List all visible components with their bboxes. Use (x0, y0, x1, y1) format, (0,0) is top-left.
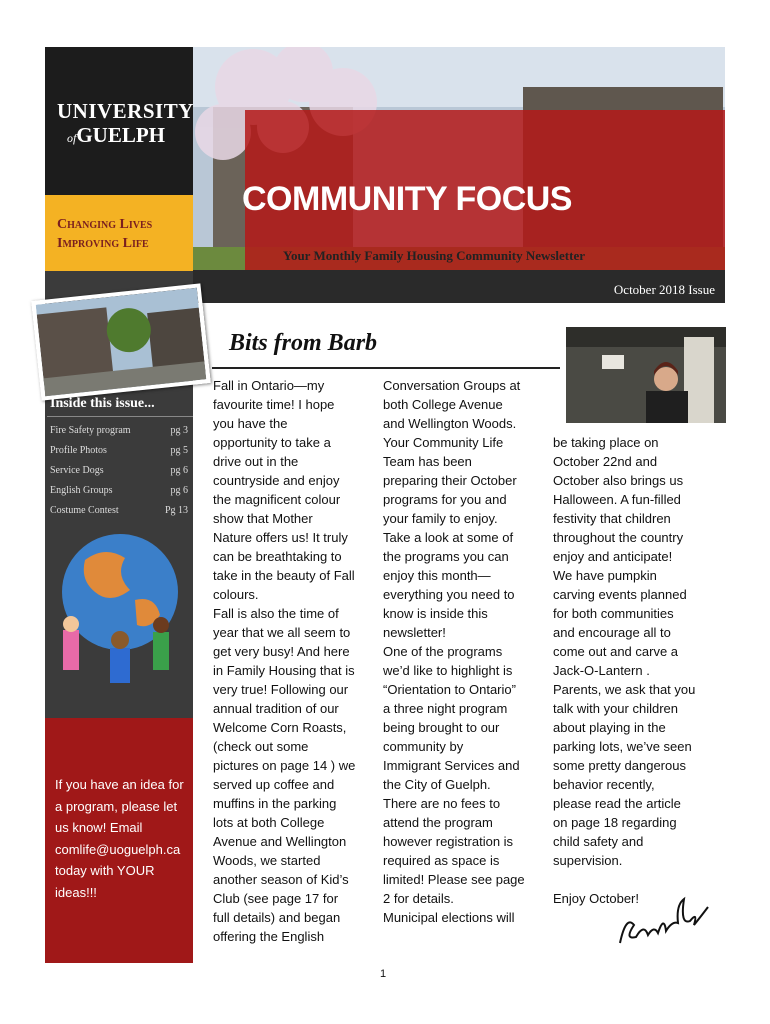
tagline-line2: Improving Life (57, 236, 149, 251)
newsletter-title: COMMUNITY FOCUS (242, 180, 572, 218)
article-column-1: Fall in Ontario—my favourite time! I hope you have the opportunity to take a drive out in the countryside and enjoy the magnificent colour show that Mother Nature offers us! It truly can be breathtaking to take in the beauty of Fall colours. Fall is also the time of year that we all seem to get very busy! And here in Family Housing that is very true! Following our annual tradition of our Welcome Corn Roasts, (check out some pictures on page 14 ) we served up coffee and muffins in the parking lots at both College Avenue and Wellington Woods, we started another season of Kid’s Club (see page 17 for full details) and began offering the English (213, 378, 356, 944)
article-heading: Bits from Barb (229, 330, 378, 356)
logo-text-university: UNIVERSITY (57, 99, 194, 123)
author-signature (614, 885, 714, 955)
divider (47, 416, 193, 417)
toc-item[interactable] (50, 420, 188, 440)
author-photo (566, 327, 726, 423)
page-number: 1 (380, 968, 387, 980)
housing-photo (31, 283, 211, 400)
toc-item[interactable] (50, 480, 188, 500)
logo-text-of: of (67, 131, 77, 145)
newsletter-subtitle: Your Monthly Family Housing Community Newsletter (283, 248, 586, 263)
toc-label: Service Dogs (50, 464, 104, 476)
logo-text-guelph (67, 123, 165, 148)
toc-label: Fire Safety program (50, 424, 131, 436)
toc-label: Costume Contest (50, 504, 119, 516)
toc-label: English Groups (50, 484, 113, 496)
toc-item[interactable] (50, 460, 188, 480)
university-logo (45, 47, 193, 195)
issue-date: October 2018 Issue (613, 282, 715, 297)
ideas-callout (45, 718, 193, 963)
heading-rule (212, 367, 560, 369)
globe-children-illustration (55, 530, 185, 700)
table-of-contents (50, 420, 188, 520)
toc-item[interactable] (50, 440, 188, 460)
logo-text-guelph-word: GUELPH (76, 123, 166, 147)
toc-page: pg 6 (170, 484, 188, 496)
toc-page: pg 3 (170, 424, 188, 436)
toc-label: Profile Photos (50, 444, 107, 456)
tagline-text (57, 215, 152, 253)
toc-page: pg 5 (170, 444, 188, 456)
inside-issue-title: Inside this issue... (50, 396, 155, 411)
toc-page: Pg 13 (164, 504, 188, 516)
article-column-3: be taking place on October 22nd and October also brings us Halloween. A fun-filled festivity that children throughout the country enjoy and anticipate! We have pumpkin carving events planned for both communities and encourage all to come out and carve a Jack-O-Lantern . Parents, we ask that you talk with your children about playing in the parking lots, we’ve seen some pretty dangerous behavior recently, please read the article on page 18 regarding child safety and supervision. Enjoy October! (553, 435, 696, 906)
callout-text: If you have an idea for a program, please let us know! Email comlife@uoguelph.ca today with YOUR ideas!!! (55, 777, 184, 900)
tagline-line1: Changing Lives (57, 217, 153, 232)
article-column-2: Conversation Groups at both College Avenue and Wellington Woods. Your Community Life Team has been preparing their October programs for you and your family to enjoy. Take a look at some of the programs you can enjoy this month— everything you need to know is inside this newsletter! One of the programs we’d like to highlight is “Orientation to Ontario” a three night program being brought to our community by Immigrant Services and the City of Guelph. There are no fees to attend the program however registration is required as space is limited! Please see page 2 for details. Municipal elections will (383, 378, 525, 925)
toc-page: pg 6 (170, 464, 188, 476)
toc-item[interactable] (50, 500, 188, 520)
tagline (45, 195, 193, 271)
